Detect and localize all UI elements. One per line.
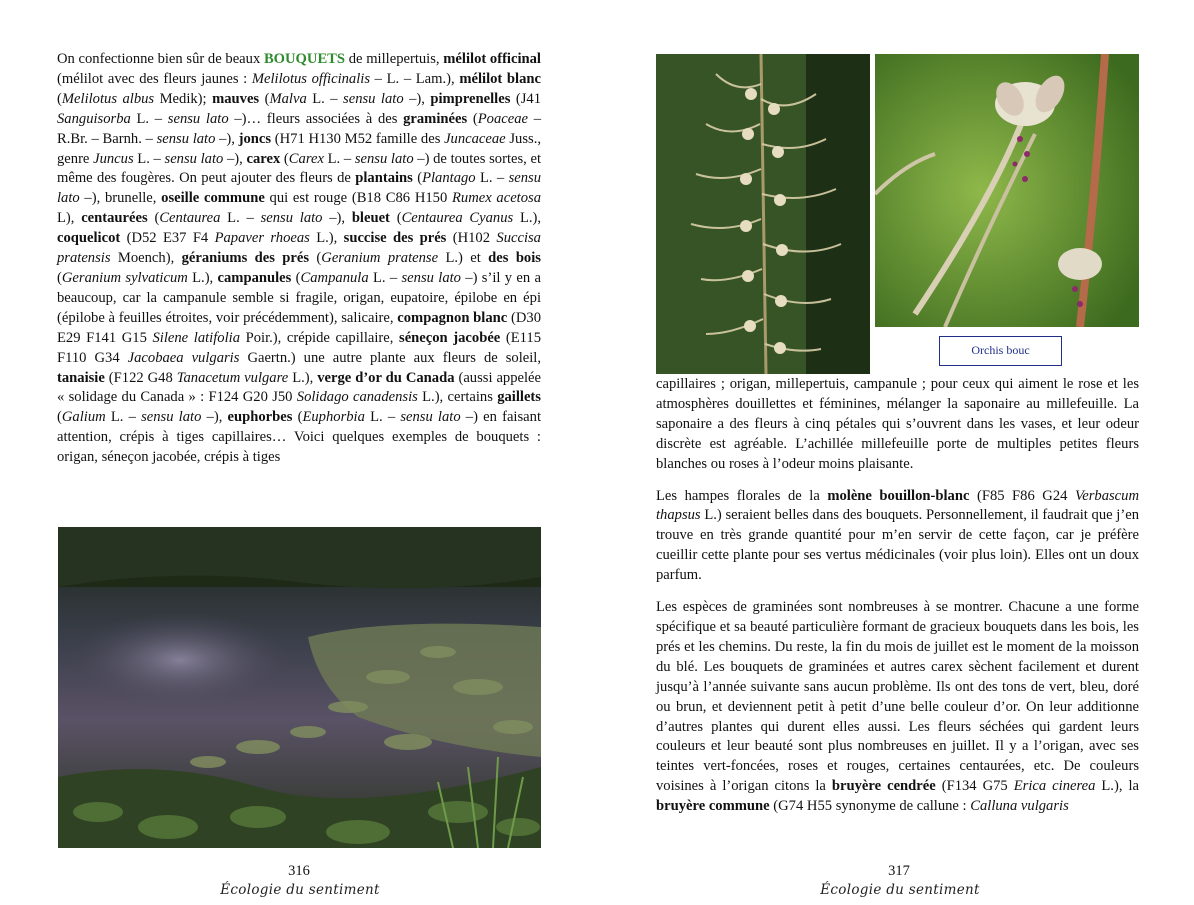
right-paragraph-1: capillaires ; origan, millepertuis, campanule ; pour ceux qui aiment le rose et les atmosphères douillettes et féminines, mélanger la saponaire au millefeuille. La saponaire a des fleurs à cinq pétales qui s’ouvrent dans les vases, et leur odeur discrète est agréable. L’achillée millefeuille porte de multiples petites fleurs blanches ou roses à l’odeur moins plaisante. <box>656 376 1139 472</box>
orchid-closeup-photo <box>875 54 1139 327</box>
right-paragraph-2: Les hampes florales de la molène bouillon-blanc (F85 F86 G24 Verbascum thapsus L.) seraient belles dans des bouquets. Personnellement, il faudrait que j’en trouve en très grande quantité pour m’en servir de cette façon, car je préfère cueillir cette plante pour ses vertus médicinales (voir plus loin). Elles ont un doux parfum. <box>656 487 1139 584</box>
right-body-text <box>656 375 1139 817</box>
right-page-number: 317 <box>888 863 910 879</box>
left-paragraph: On confectionne bien sûr de beaux BOUQUETS de millepertuis, mélilot officinal (mélilot avec des fleurs jaunes : Melilotus officinalis – L. – Lam.), mélilot blanc (Melilotus albus Medik); mauves (Malva L. – sensu lato –), pimprenelles (J41 Sanguisorba L. – sensu lato –)… fleurs associées à des graminées (Poaceae – R.Br. – Barnh. – sensu lato –), joncs (H71 H130 M52 famille des Juncaceae Juss., genre Juncus L. – sensu lato –), carex (Carex L. – sensu lato –) de toutes sortes, et même des fougères. On peut ajouter des fleurs de plantains (Plantago L. – sensu lato –), brunelle, oseille commune qui est rouge (B18 C86 H150 Rumex acetosa L), centaurées (Centaurea L. – sensu lato –), bleuet (Centaurea Cyanus L.), coquelicot (D52 E37 F4 Papaver rhoeas L.), succise des prés (H102 Succisa pratensis Moench), géraniums des prés (Geranium pratense L.) et des bois (Geranium sylvaticum L.), campanules (Campanula L. – sensu lato –) s’il y en a beaucoup, car la campanule semble si fragile, origan, eupatoire, épilobe en épi (épilobe à feuilles étroites, voir précédemment), salicaire, compagnon blanc (D30 E29 F141 G15 Silene latifolia Poir.), crépide capillaire, séneçon jacobée (E115 F110 G34 Jacobaea vulgaris Gaertn.) une autre plante aux fleurs de soleil, tanaisie (F122 G48 Tanacetum vulgare L.), verge d’or du Canada (aussi appelée « solidage du Canada » : F124 G20 J50 Solidago canadensis L.), certains gaillets (Galium L. – sensu lato –), euphorbes (Euphorbia L. – sensu lato –) en faisant attention, crépis à tiges capillaires… Voici quelques exemples de bouquets : origan, séneçon jacobée, crépis à tiges <box>57 51 542 466</box>
photo-caption: Orchis bouc <box>939 336 1062 366</box>
right-page <box>597 0 1194 905</box>
left-body-text <box>57 50 541 468</box>
right-running-footer: Écologie du sentiment <box>820 882 980 898</box>
orchid-spike-photo <box>656 54 870 374</box>
pond-water-lilies-photo <box>58 527 541 848</box>
right-paragraph-3: Les espèces de graminées sont nombreuses à se montrer. Chacune a une forme spécifique et sa beauté particulière formant de gracieux bouquets dans les bois, les prés et les chemins. Du reste, la fin du mois de juillet est le moment de la moisson du blé. Les bouquets de graminées et autres carex sèchent facilement et durent jusqu’à l’année suivante sans aucun problème. Ils ont des tons de vert, bleu, doré ou brun, et deviennent petit à petit d’une belle couleur d’or. On leur additionne d’autres plantes qui durent elles aussi. Les fleurs séchées qui gardent leurs couleurs et leur beauté sont plus nombreuses en juillet. Il y a l’origan, avec ses teintes vert-foncées, roses et rouges, certaines centaurées, etc. De couleurs voisines à l’origan citons la bruyère cendrée (F134 G75 Erica cinerea L.), la bruyère commune (G74 H55 synonyme de callune : Calluna vulgaris <box>656 599 1139 815</box>
left-running-footer: Écologie du sentiment <box>220 882 380 898</box>
left-page-number: 316 <box>288 863 310 879</box>
